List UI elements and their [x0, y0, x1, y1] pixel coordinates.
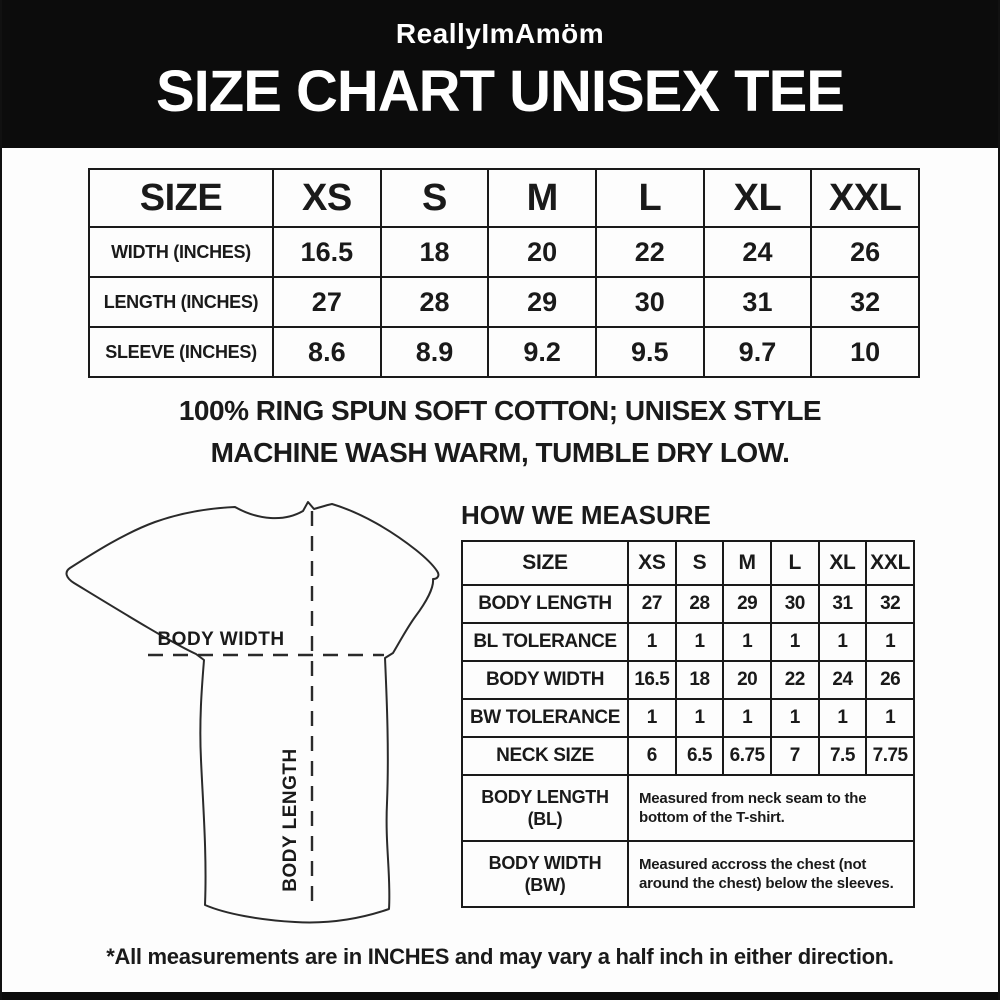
col-header-xl: XL: [704, 169, 812, 227]
tshirt-outline: [67, 502, 439, 922]
measurement-disclaimer: *All measurements are in INCHES and may vary a half inch in either direction.: [106, 944, 894, 969]
col-header-xl: XL: [819, 541, 867, 585]
cell-value: 27: [628, 585, 676, 623]
col-header-size: SIZE: [89, 169, 273, 227]
cell-value: 6.75: [723, 737, 771, 775]
cell-value: 9.7: [704, 327, 812, 377]
cell-value: 20: [723, 661, 771, 699]
cell-value: 7: [771, 737, 819, 775]
cell-value: 10: [811, 327, 919, 377]
row-label: BODY LENGTH: [462, 585, 628, 623]
col-header-l: L: [596, 169, 704, 227]
cell-value: 29: [723, 585, 771, 623]
col-header-size: SIZE: [462, 541, 628, 585]
table-row-bl-tolerance: [462, 623, 914, 661]
col-header-xxl: XXL: [866, 541, 914, 585]
cell-value: 6: [628, 737, 676, 775]
table-row-bw-tolerance: [462, 699, 914, 737]
definition-term: [462, 841, 628, 907]
measure-section-heading: HOW WE MEASURE: [461, 500, 711, 530]
cell-value: 18: [381, 227, 489, 277]
table-row-body-length: [462, 585, 914, 623]
table-row-neck-size: [462, 737, 914, 775]
cell-value: 1: [723, 699, 771, 737]
cell-value: 32: [811, 277, 919, 327]
cell-value: 1: [866, 699, 914, 737]
table-row-sleeve: [89, 327, 919, 377]
row-label: BW TOLERANCE: [462, 699, 628, 737]
cell-value: 18: [676, 661, 724, 699]
cell-value: 1: [628, 699, 676, 737]
cell-value: 22: [596, 227, 704, 277]
cell-value: 27: [273, 277, 381, 327]
definition-description: Measured from neck seam to the bottom of the T-shirt.: [628, 775, 914, 841]
cell-value: 7.75: [866, 737, 914, 775]
row-label: BL TOLERANCE: [462, 623, 628, 661]
col-header-xs: XS: [273, 169, 381, 227]
cell-value: 24: [819, 661, 867, 699]
col-header-m: M: [488, 169, 596, 227]
cell-value: 6.5: [676, 737, 724, 775]
size-table-header: [89, 169, 919, 227]
col-header-m: M: [723, 541, 771, 585]
cell-value: 9.5: [596, 327, 704, 377]
cell-value: 1: [676, 623, 724, 661]
cell-value: 1: [819, 699, 867, 737]
measure-table-header: [462, 541, 914, 585]
cell-value: 31: [819, 585, 867, 623]
table-row-width: [89, 227, 919, 277]
cell-value: 22: [771, 661, 819, 699]
cell-value: 8.6: [273, 327, 381, 377]
cell-value: 26: [811, 227, 919, 277]
definition-term-text: BODY LENGTH: [481, 787, 609, 807]
row-label: WIDTH (INCHES): [89, 227, 273, 277]
cell-value: 32: [866, 585, 914, 623]
care-line-1: 100% RING SPUN SOFT COTTON; UNISEX STYLE: [178, 395, 822, 426]
row-label: BODY WIDTH: [462, 661, 628, 699]
definition-term-abbr: (BW): [524, 875, 566, 895]
bottom-border-bar: [2, 992, 998, 1000]
definition-description: Measured accross the chest (not around the chest) below the sleeves.: [628, 841, 914, 907]
cell-value: 9.2: [488, 327, 596, 377]
col-header-xs: XS: [628, 541, 676, 585]
cell-value: 29: [488, 277, 596, 327]
size-table: [88, 168, 920, 378]
cell-value: 28: [381, 277, 489, 327]
cell-value: 1: [676, 699, 724, 737]
cell-value: 30: [771, 585, 819, 623]
definition-row-body-length: [462, 775, 914, 841]
definition-term-text: BODY WIDTH: [488, 853, 602, 873]
cell-value: 30: [596, 277, 704, 327]
cell-value: 31: [704, 277, 812, 327]
cell-value: 8.9: [381, 327, 489, 377]
col-header-xxl: XXL: [811, 169, 919, 227]
body-length-label: BODY LENGTH: [280, 748, 301, 892]
cell-value: 16.5: [273, 227, 381, 277]
body-width-label: BODY WIDTH: [157, 629, 285, 650]
table-row-body-width: [462, 661, 914, 699]
row-label: SLEEVE (INCHES): [89, 327, 273, 377]
col-header-l: L: [771, 541, 819, 585]
table-row-length: [89, 277, 919, 327]
definition-row-body-width: [462, 841, 914, 907]
cell-value: 28: [676, 585, 724, 623]
row-label: LENGTH (INCHES): [89, 277, 273, 327]
brand-logo: ReallyImAmöm: [395, 18, 605, 49]
cell-value: 26: [866, 661, 914, 699]
cell-value: 1: [628, 623, 676, 661]
cell-value: 1: [771, 623, 819, 661]
col-header-s: S: [676, 541, 724, 585]
definition-term: [462, 775, 628, 841]
row-label: NECK SIZE: [462, 737, 628, 775]
cell-value: 7.5: [819, 737, 867, 775]
cell-value: 24: [704, 227, 812, 277]
cell-value: 16.5: [628, 661, 676, 699]
page-title: SIZE CHART UNISEX TEE: [156, 59, 844, 124]
cell-value: 20: [488, 227, 596, 277]
header-banner: [2, 0, 998, 148]
cell-value: 1: [819, 623, 867, 661]
tshirt-diagram: [60, 493, 462, 945]
cell-value: 1: [866, 623, 914, 661]
col-header-s: S: [381, 169, 489, 227]
cell-value: 1: [771, 699, 819, 737]
care-instructions: [2, 390, 998, 474]
cell-value: 1: [723, 623, 771, 661]
measure-table: [461, 540, 915, 908]
care-line-2: MACHINE WASH WARM, TUMBLE DRY LOW.: [210, 437, 790, 468]
definition-term-abbr: (BL): [527, 809, 563, 829]
